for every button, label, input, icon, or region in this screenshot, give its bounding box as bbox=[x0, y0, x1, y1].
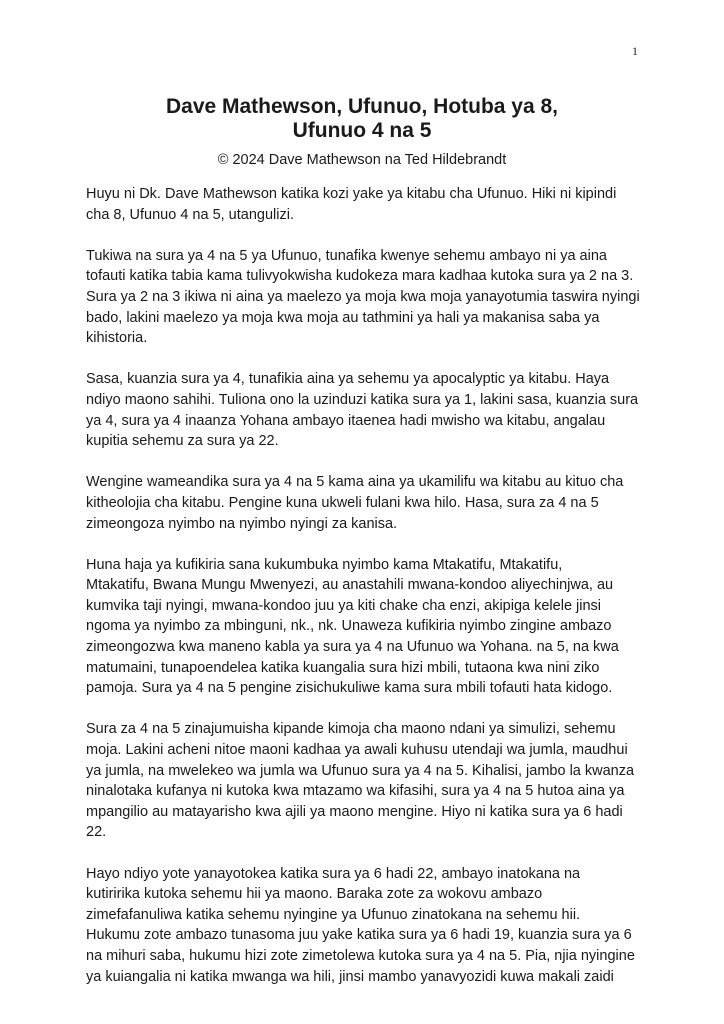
text-line: moja. Lakini acheni nitoe maoni kadhaa ya awali kuhusu utendaji wa jumla, maudhui bbox=[86, 742, 628, 759]
text-line: ya 4, sura ya 4 inaanza Yohana ambayo itaenea hadi mwisho wa kitabu, angalau bbox=[86, 412, 606, 429]
text-line: matumaini, tunapoendelea katika kuangalia sura hizi mbili, tutaona kwa nini ziko bbox=[86, 659, 600, 676]
text-line: Wengine wameandika sura ya 4 na 5 kama aina ya ukamilifu wa kitabu au kituo cha bbox=[86, 474, 624, 491]
text-line: kutiririka kutoka sehemu hii ya maono. Baraka zote za wokovu ambazo bbox=[86, 886, 543, 903]
text-line: zimefafanuliwa katika sehemu nyingine ya Ufunuo zinatokana na sehemu hii. bbox=[86, 906, 581, 923]
document-title-line-2: Ufunuo 4 na 5 bbox=[292, 119, 432, 142]
document-title-line-1: Dave Mathewson, Ufunuo, Hotuba ya 8, bbox=[165, 95, 559, 118]
paragraph-5 bbox=[86, 555, 646, 699]
text-line: kupitia sehemu za sura ya 22. bbox=[86, 433, 279, 450]
text-line: Hayo ndiyo yote yanayotokea katika sura ya 6 hadi 22, ambayo inatokana na bbox=[86, 865, 581, 882]
text-line: Huyu ni Dk. Dave Mathewson katika kozi yake ya kitabu cha Ufunuo. Hiki ni kipindi bbox=[86, 186, 617, 202]
paragraph-7 bbox=[86, 864, 646, 988]
text-line: Sura ya 2 na 3 ikiwa ni aina ya maelezo ya moja kwa moja yanayotumia taswira nyingi bbox=[86, 288, 640, 305]
paragraph-6 bbox=[86, 719, 646, 843]
text-line: zimeongoza nyimbo na nyimbo nyingi za kanisa. bbox=[86, 515, 398, 532]
text-line: kitheolojia cha kitabu. Pengine kuna ukweli fulani kwa hilo. Hasa, sura za 4 na 5 bbox=[86, 494, 599, 511]
text-line: ngoma ya nyimbo za mbinguni, nk., nk. Unaweza kufikiria nyimbo zingine ambazo bbox=[86, 618, 612, 635]
paragraph-2 bbox=[86, 246, 646, 349]
copyright-notice: © 2024 Dave Mathewson na Ted Hildebrandt bbox=[217, 152, 507, 168]
text-line: ya jumla, na mwelekeo wa jumla wa Ufunuo sura ya 4 na 5. Kihalisi, jambo la kwanza bbox=[86, 762, 635, 779]
text-line: 22. bbox=[86, 824, 107, 841]
text-line: ninalotaka kufanya ni kutoka kwa mtazamo wa kifasihi, sura ya 4 na 5 hutoa aina ya bbox=[86, 783, 625, 800]
paragraph-4 bbox=[86, 472, 646, 534]
text-line: pamoja. Sura ya 4 na 5 pengine zisichukuliwe kama sura mbili tofauti hata kidogo. bbox=[86, 680, 613, 697]
paragraph-1 bbox=[86, 184, 646, 225]
text-line: Sasa, kuanzia sura ya 4, tunafikia aina ya sehemu ya apocalyptic ya kitabu. Haya bbox=[86, 371, 610, 388]
paragraph-3 bbox=[86, 369, 646, 451]
page-number: 1 bbox=[632, 44, 638, 58]
body-text bbox=[86, 184, 646, 1008]
text-line: mpangilio au matayarisho kwa ajili ya maono mengine. Hiyo ni katika sura ya 6 hadi bbox=[86, 803, 623, 820]
text-line: tofauti katika tabia kama tulivyokwisha kudokeza mara kadhaa kutoka sura ya 2 na 3. bbox=[86, 268, 634, 285]
text-line: Mtakatifu, Bwana Mungu Mwenyezi, au anastahili mwana-kondoo aliyechinjwa, au bbox=[86, 577, 614, 594]
text-line: kumvika taji nyingi, mwana-kondoo juu ya kiti chake cha enzi, akipiga kelele jinsi bbox=[86, 597, 602, 614]
text-line: Huna haja ya kufikiria sana kukumbuka nyimbo kama Mtakatifu, Mtakatifu, bbox=[86, 556, 563, 573]
text-line: kihistoria. bbox=[86, 330, 148, 347]
text-line: zimeongozwa kwa maneno kabla ya sura ya 4 na Ufunuo wa Yohana. na 5, na kwa bbox=[86, 639, 619, 656]
text-line: ya kuiangalia ni katika mwanga wa hili, jinsi mambo yanavyozidi kuwa makali zaidi bbox=[86, 968, 614, 985]
text-line: cha 8, Ufunuo 4 na 5, utangulizi. bbox=[86, 206, 294, 223]
text-line: na mihuri saba, hukumu hizi zote zimetolewa kutoka sura ya 4 na 5. Pia, njia nyingine bbox=[86, 947, 635, 964]
text-line: ndiyo maono sahihi. Tuliona ono la uzinduzi katika sura ya 1, lakini sasa, kuanzia sura bbox=[86, 391, 639, 408]
text-line: bado, lakini maelezo ya moja kwa moja au tathmini ya hali ya makanisa saba ya bbox=[86, 309, 600, 326]
title-block bbox=[86, 95, 638, 170]
text-line: Sura za 4 na 5 zinajumuisha kipande kimoja cha maono ndani ya simulizi, sehemu bbox=[86, 721, 616, 738]
text-line: Tukiwa na sura ya 4 na 5 ya Ufunuo, tunafika kwenye sehemu ambayo ni ya aina bbox=[86, 247, 607, 264]
text-line: Hukumu zote ambazo tunasoma juu yake katika sura ya 6 hadi 19, kuanzia sura ya 6 bbox=[86, 927, 632, 944]
